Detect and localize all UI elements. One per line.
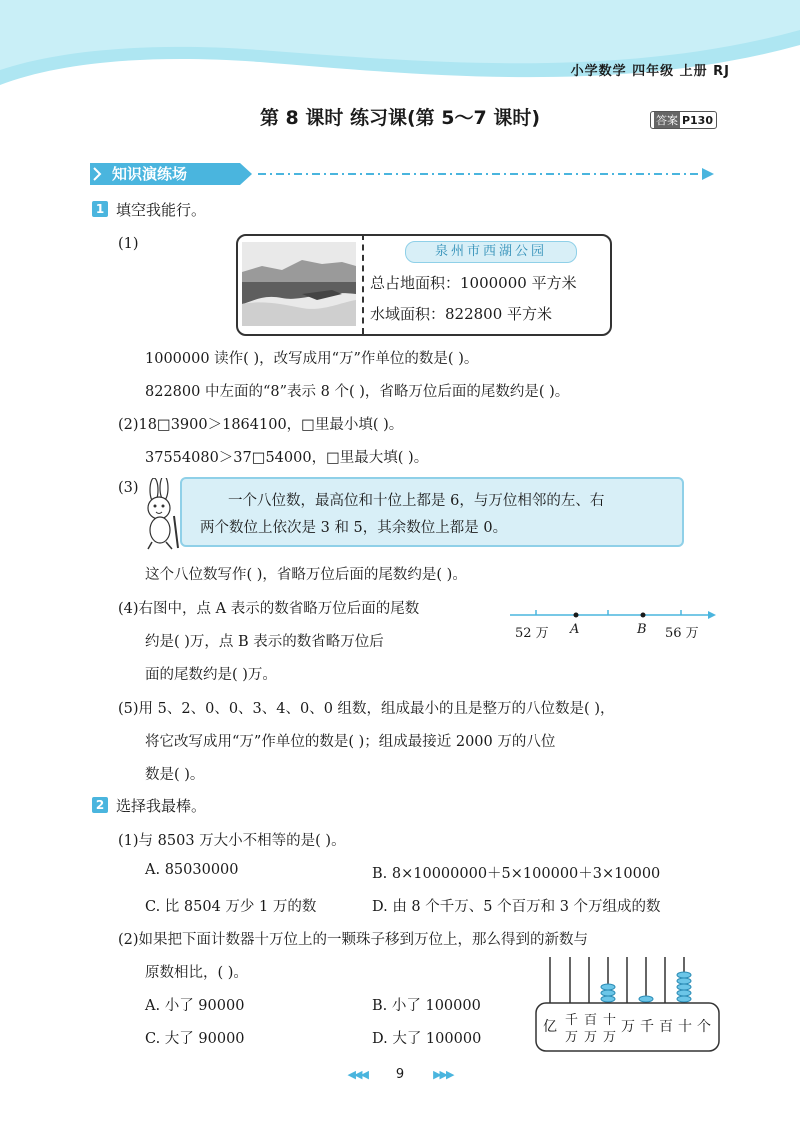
q1-5-line2: 将它改写成用“万”作单位的数是( )；组成最接近 2000 万的八位 (145, 734, 556, 750)
answer-tag[interactable] (650, 111, 717, 129)
q1-4-line1: (4)右图中，点 A 表示的数省略万位后面的尾数 (118, 601, 420, 617)
q2-1-stem: (1)与 8503 万大小不相等的是( )。 (118, 833, 346, 849)
q1-4-line3: 面的尾数约是( )万。 (145, 667, 277, 683)
abacus-bead (677, 996, 691, 1002)
abacus-bead (677, 990, 691, 996)
water-area: 水域面积：822800 平方米 (370, 305, 553, 323)
numline-point-a: A (570, 622, 580, 637)
park-photo (242, 242, 356, 326)
answer-page: P130 (681, 113, 713, 127)
q2-2-stem2: 原数相比，( )。 (145, 965, 248, 981)
rabbit-icon (134, 478, 186, 550)
part-label: (1) (118, 236, 139, 252)
option-a[interactable]: A. 小了 90000 (145, 998, 245, 1014)
abacus-bead (677, 972, 691, 978)
option-c[interactable]: C. 比 8504 万少 1 万的数 (145, 899, 317, 915)
q1-5-line1: (5)用 5、2、0、0、3、4、0、0 组数，组成最小的且是整万的八位数是( )， (118, 701, 615, 717)
q1-4-line2: 约是( )万，点 B 表示的数省略万位后 (145, 634, 384, 650)
q1-2-line2: 37554080＞37□54000，□里最大填( )。 (145, 450, 429, 466)
clue-line2: 两个数位上依次是 3 和 5，其余数位上都是 0。 (200, 520, 508, 536)
counter-abacus (535, 955, 720, 1055)
numline-point-b: B (637, 622, 647, 637)
option-a[interactable]: A. 85030000 (145, 862, 239, 878)
prev-arrows-icon: ◀◀◀ (347, 1068, 367, 1081)
numline-left-label: 52 万 (515, 626, 549, 641)
question-heading: 填空我能行。 (116, 201, 207, 219)
next-arrows-icon: ▶▶▶ (433, 1068, 453, 1081)
abacus-baiwan-top: 百 (584, 1013, 598, 1028)
abacus-baiwan-bottom: 万 (584, 1030, 598, 1045)
abacus-wan: 万 (621, 1019, 635, 1035)
header-wave (0, 0, 800, 95)
q1-3-line: 这个八位数写作( )，省略万位后面的尾数约是( )。 (145, 567, 467, 583)
abacus-bead (601, 984, 615, 990)
abacus-bead (677, 978, 691, 984)
abacus-bead (677, 984, 691, 990)
abacus-bai: 百 (659, 1019, 673, 1035)
abacus-shiwan-bottom: 万 (603, 1030, 617, 1045)
ticket-divider (362, 234, 364, 334)
abacus-qianwan-top: 千 (565, 1013, 579, 1028)
option-d[interactable]: D. 由 8 个千万、5 个百万和 3 个万组成的数 (372, 899, 661, 915)
question-heading: 选择我最棒。 (116, 797, 207, 815)
question-number: 2 (92, 797, 108, 813)
abacus-yi: 亿 (543, 1019, 557, 1035)
option-b[interactable]: B. 8×10000000＋5×100000＋3×10000 (372, 866, 661, 882)
option-b[interactable]: B. 小了 100000 (372, 998, 481, 1014)
clue-line1: 一个八位数，最高位和十位上都是 6，与万位相邻的左、右 (228, 493, 605, 509)
question-number: 1 (92, 201, 108, 217)
section-label: 知识演练场 (112, 165, 188, 183)
option-c[interactable]: C. 大了 90000 (145, 1031, 245, 1047)
abacus-shi: 十 (678, 1019, 692, 1035)
lesson-title: 第 8 课时 练习课(第 5～7 课时) (259, 107, 541, 129)
abacus-qian: 千 (640, 1019, 654, 1035)
q1-5-line3: 数是( )。 (145, 767, 205, 783)
numline-right-label: 56 万 (665, 626, 699, 641)
running-header: 小学数学 四年级 上册 RJ (570, 64, 730, 79)
q2-2-stem1: (2)如果把下面计数器十万位上的一颗珠子移到万位上，那么得到的新数与 (118, 932, 589, 948)
park-name: 泉州市西湖公园 (405, 241, 577, 263)
answer-label: 答案 (655, 114, 678, 127)
q1-1-line1: 1000000 读作( )，改写成用“万”作单位的数是( )。 (145, 351, 479, 367)
abacus-qianwan-bottom: 万 (565, 1030, 579, 1045)
abacus-shiwan-top: 十 (603, 1013, 617, 1028)
q1-2-line1: (2)18□3900＞1864100，□里最小填( )。 (118, 417, 404, 433)
abacus-bead (639, 996, 653, 1002)
abacus-bead (601, 990, 615, 996)
part-label: (3) (118, 480, 139, 496)
page-footer (0, 1067, 800, 1082)
q1-1-line2: 822800 中左面的“8”表示 8 个( )，省略万位后面的尾数约是( )。 (145, 384, 570, 400)
option-d[interactable]: D. 大了 100000 (372, 1031, 482, 1047)
total-area: 总占地面积：1000000 平方米 (370, 274, 577, 292)
page-number: 9 (395, 1067, 405, 1082)
abacus-ge: 个 (697, 1019, 711, 1035)
abacus-bead (601, 996, 615, 1002)
